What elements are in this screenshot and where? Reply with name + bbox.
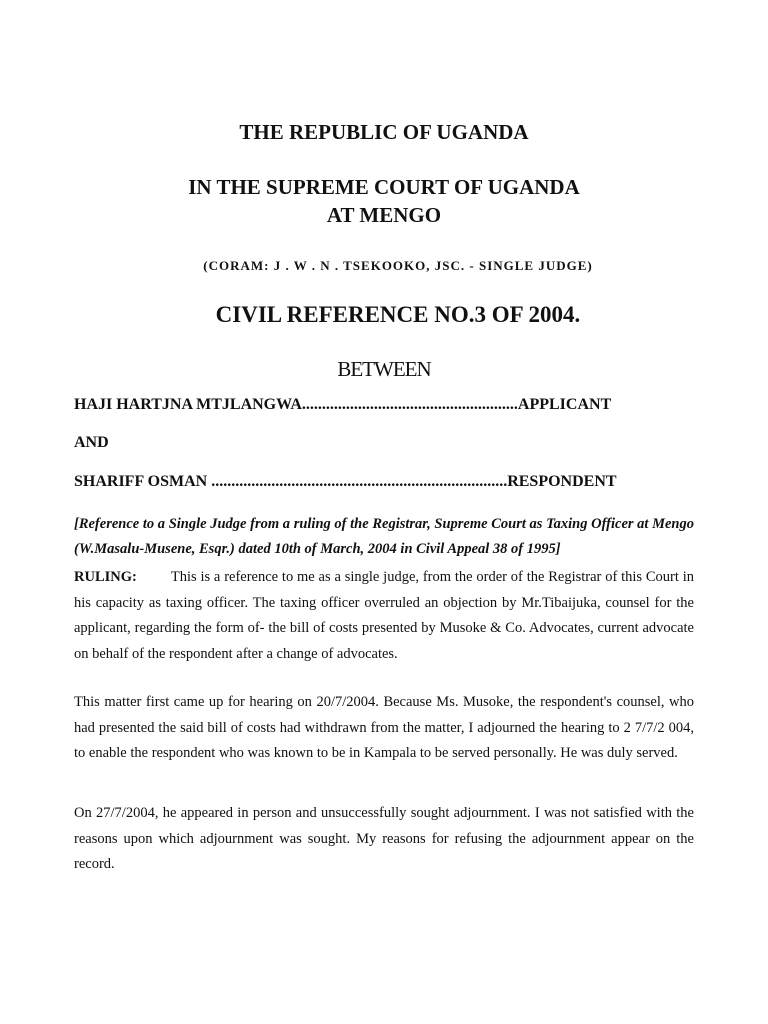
case-title: CIVIL REFERENCE NO.3 OF 2004. [215,302,581,327]
between-heading: BETWEEN [337,357,431,381]
and-line: AND [74,434,109,451]
coram-line: (CORAM: J . W . N . TSEKOOKO, JSC. - SINGLE JUDGE) [203,258,593,273]
court-heading: IN THE SUPREME COURT OF UGANDA [188,175,580,199]
ruling-paragraph-2: This matter first came up for hearing on 20/7/2004. Because Ms. Musoke, the respondent's counsel, who had presented the said bill of costs had withdrawn from the matter, I adjourned the hearing to 2 7/7/2 004, to enable the respondent who was known to be in Kampala to be served personally. He was duly served. [74,694,694,761]
respondent-line: SHARIFF OSMAN ..........................................................................RESPONDENT [74,473,617,490]
place-heading: AT MENGO [326,203,442,227]
ruling-paragraph-1-text: This is a reference to me as a single judge, from the order of the Registrar of this Court in his capacity as taxing officer. The taxing officer overruled an objection by Mr.Tibaijuka, counsel for the applicant, regarding the form of- the bill of costs presented by Musoke & Co. Advocates, current advocate on behalf of the respondent after a change of advocates. [74,569,694,662]
reference-note: [Reference to a Single Judge from a ruling of the Registrar, Supreme Court as Taxing Officer at Mengo (W.Masalu-Musene, Esqr.) dated 10th of March, 2004 in Civil Appeal 38 of 1995] [74,516,694,557]
republic-heading: THE REPUBLIC OF UGANDA [239,120,529,144]
applicant-line: HAJI HARTJNA MTJLANGWA......................................................APPLICANT [74,396,612,413]
ruling-paragraph-1 [74,565,694,667]
ruling-label: RULING: [74,569,137,585]
ruling-paragraph-3: On 27/7/2004, he appeared in person and unsuccessfully sought adjournment. I was not satisfied with the reasons upon which adjournment was sought. My reasons for refusing the adjournment appear on the record. [74,805,694,872]
